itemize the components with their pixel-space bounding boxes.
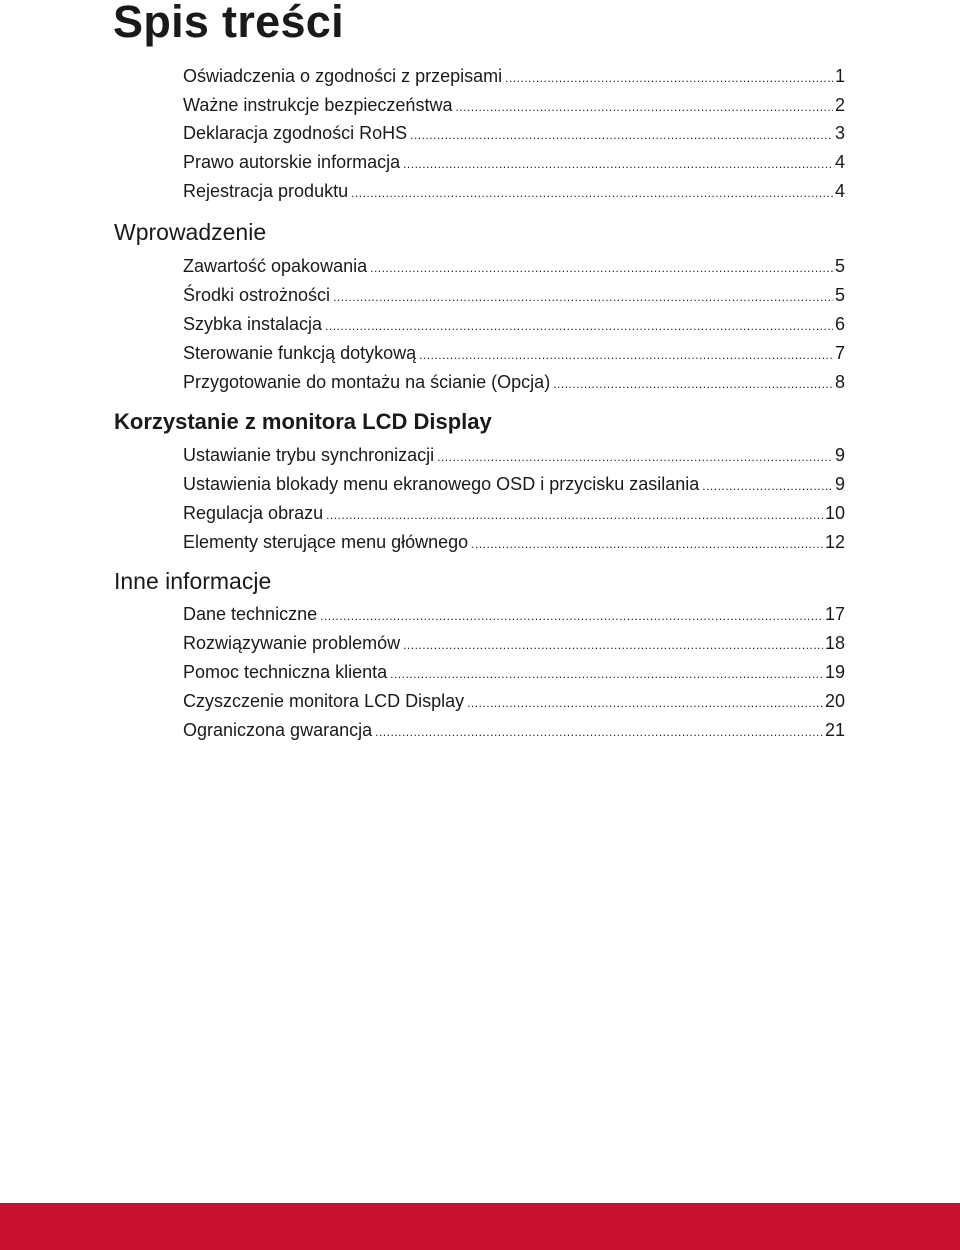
toc-entry-touch-control[interactable] (183, 341, 845, 365)
toc-entry-cleaning[interactable] (183, 689, 845, 713)
dot-leader (351, 181, 833, 205)
section-heading-using-monitor[interactable]: Korzystanie z monitora LCD Display (114, 409, 492, 434)
toc-entry-page: 19 (824, 662, 845, 682)
toc-entry-title: Czyszczenie monitora LCD Display (183, 691, 465, 711)
toc-entry-title: Ograniczona gwarancja (183, 720, 373, 740)
dot-leader (471, 532, 823, 556)
toc-entry-title: Dane techniczne (183, 604, 318, 624)
toc-entry-regulatory-compliance[interactable] (183, 64, 845, 88)
toc-entry-page: 1 (834, 66, 845, 86)
toc-entry-title: Rozwiązywanie problemów (183, 633, 401, 653)
dot-leader (437, 445, 833, 469)
toc-entry-sync-mode[interactable] (183, 443, 845, 467)
toc-entry-page: 17 (824, 604, 845, 624)
toc-entry-specifications[interactable] (183, 602, 845, 626)
toc-entry-page: 8 (834, 372, 845, 392)
dot-leader (505, 66, 833, 90)
dot-leader (390, 662, 823, 686)
toc-entry-title: Regulacja obrazu (183, 503, 324, 523)
toc-entry-image-adjustment[interactable] (183, 501, 845, 525)
dot-leader (333, 285, 833, 309)
toc-entry-page: 3 (834, 123, 845, 143)
toc-entry-title: Ustawienia blokady menu ekranowego OSD i przycisku zasilania (183, 474, 700, 494)
toc-entry-page: 12 (824, 532, 845, 552)
toc-entry-page: 10 (824, 503, 845, 523)
toc-entry-title: Ważne instrukcje bezpieczeństwa (183, 95, 453, 115)
toc-entry-package-contents[interactable] (183, 254, 845, 278)
toc-entry-safety-instructions[interactable] (183, 93, 845, 117)
toc-entry-title: Przygotowanie do montażu na ścianie (Opcja) (183, 372, 551, 392)
dot-leader (370, 256, 833, 280)
dot-leader (467, 691, 823, 715)
toc-entry-rohs-declaration[interactable] (183, 121, 845, 145)
toc-entry-page: 4 (834, 152, 845, 172)
dot-leader (326, 503, 823, 527)
dot-leader (553, 372, 833, 396)
toc-entry-title: Sterowanie funkcją dotykową (183, 343, 417, 363)
toc-entry-page: 9 (834, 445, 845, 465)
toc-entry-title: Zawartość opakowania (183, 256, 368, 276)
toc-entry-page: 4 (834, 181, 845, 201)
toc-entry-title: Ustawianie trybu synchronizacji (183, 445, 435, 465)
toc-entry-page: 2 (834, 95, 845, 115)
toc-entry-page: 9 (834, 474, 845, 494)
toc-entry-osd-power-lock[interactable] (183, 472, 845, 496)
toc-entry-page: 18 (824, 633, 845, 653)
toc-entry-page: 5 (834, 285, 845, 305)
toc-entry-title: Elementy sterujące menu głównego (183, 532, 469, 552)
toc-entry-quick-installation[interactable] (183, 312, 845, 336)
dot-leader (320, 604, 823, 628)
toc-entry-limited-warranty[interactable] (183, 718, 845, 742)
footer-color-bar (0, 1203, 960, 1250)
toc-entry-title: Środki ostrożności (183, 285, 331, 305)
toc-entry-title: Szybka instalacja (183, 314, 323, 334)
dot-leader (403, 633, 823, 657)
toc-entry-title: Deklaracja zgodności RoHS (183, 123, 408, 143)
toc-entry-title: Oświadczenia o zgodności z przepisami (183, 66, 503, 86)
dot-leader (702, 474, 833, 498)
section-heading-other-information[interactable]: Inne informacje (114, 568, 272, 594)
dot-leader (325, 314, 833, 338)
dot-leader (410, 123, 833, 147)
toc-entry-product-registration[interactable] (183, 179, 845, 203)
dot-leader (455, 95, 833, 119)
page-title: Spis treści (113, 0, 344, 47)
toc-entry-wall-mounting[interactable] (183, 370, 845, 394)
toc-entry-precautions[interactable] (183, 283, 845, 307)
toc-entry-page: 6 (834, 314, 845, 334)
toc-entry-title: Rejestracja produktu (183, 181, 349, 201)
section-heading-introduction[interactable]: Wprowadzenie (114, 219, 267, 245)
dot-leader (403, 152, 833, 176)
toc-entry-page: 5 (834, 256, 845, 276)
toc-entry-troubleshooting[interactable] (183, 631, 845, 655)
toc-entry-page: 21 (824, 720, 845, 740)
toc-entry-title: Prawo autorskie informacja (183, 152, 401, 172)
dot-leader (375, 720, 823, 744)
toc-entry-page: 7 (834, 343, 845, 363)
toc-entry-title: Pomoc techniczna klienta (183, 662, 388, 682)
toc-entry-page: 20 (824, 691, 845, 711)
toc-entry-main-menu-controls[interactable] (183, 530, 845, 554)
toc-entry-customer-support[interactable] (183, 660, 845, 684)
toc-entry-copyright[interactable] (183, 150, 845, 174)
dot-leader (419, 343, 833, 367)
